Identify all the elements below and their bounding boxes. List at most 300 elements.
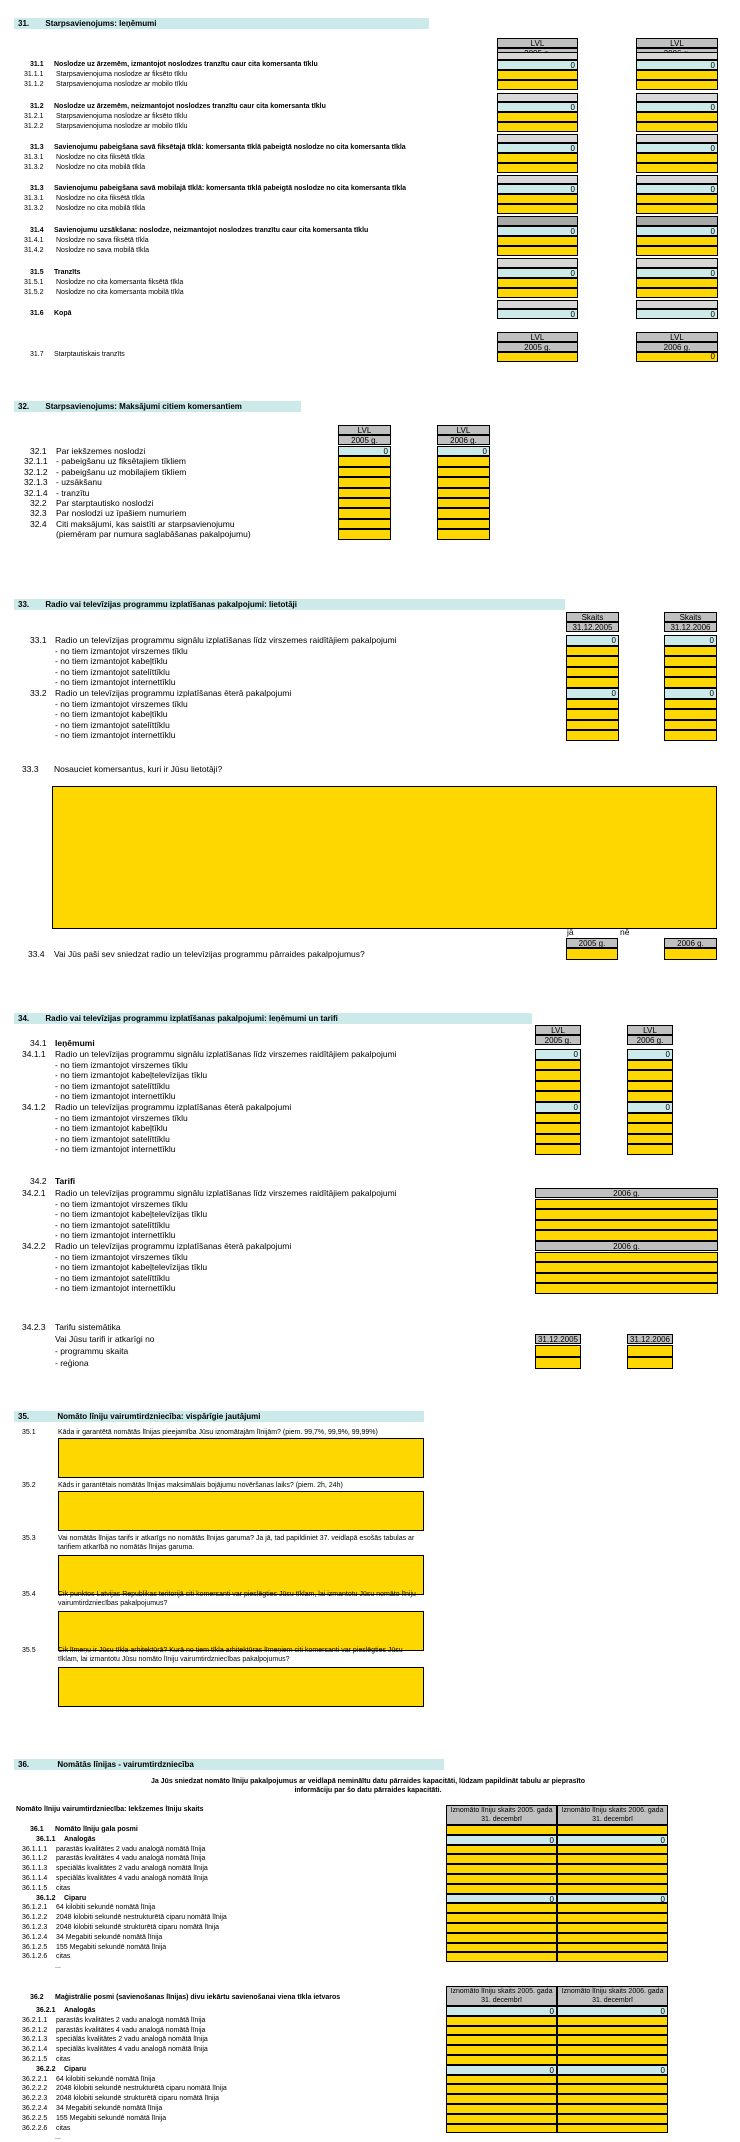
s32-col2-year: 2006 g. (437, 435, 490, 445)
s31-input-cell[interactable] (636, 246, 718, 256)
s35-item-question: Kāds ir garantētais nomātās līnijas maksimālais bojājumu novēršanas laiks? (piem. 2h, 24h) (58, 1482, 343, 1489)
s36-row-label: Ciparu (64, 2065, 87, 2073)
section-title: Starpsavienojums: Ieņēmumi (45, 19, 157, 28)
s36-intro: Ja Jūs sniedzat nomāto līniju pakalpojumus ar veidlapā nemināītu datu pārraides kapacitāti, lūdzam papildināt tabulu ar pieprasīto informāciju par šo datu pārraides kapacitāti. (150, 1778, 586, 1794)
s36-input-cell[interactable] (446, 2055, 557, 2065)
s36-input-cell[interactable] (557, 2035, 668, 2045)
s33-row-label: - no tiem izmantojot satelīttīklu (55, 666, 170, 677)
s31-input-cell[interactable] (497, 153, 578, 163)
r34-2-3-b-2005-field[interactable] (535, 1357, 581, 1369)
s34-tariff-label: - no tiem izmantojot kabeļtelevīzijas tīklu (55, 1209, 208, 1220)
s31-row-number: 31.3 (30, 144, 44, 151)
s36-input-cell[interactable] (557, 2075, 668, 2085)
s32-input-cell[interactable] (437, 498, 490, 508)
s36-input-cell[interactable] (557, 2104, 668, 2114)
s31-row-label: Savienojumu uzsākšana: noslodze, neizmantojot noslodzes tranzītu caur cita komersanta tīklu (54, 227, 369, 234)
s35-item-number: 35.1 (22, 1429, 36, 1436)
s32-row-label: - pabeigšanu uz mobilajiem tīkliem (56, 466, 187, 477)
s31-input-cell[interactable] (497, 70, 578, 80)
s36-row-number: 36.1.2.2 (22, 1914, 48, 1922)
section-title: Radio vai televīzijas programmu izplatīšanas pakalpojumi: Ieņēmumi un tarifi (45, 1014, 338, 1023)
s31-row-number: 31.3.1 (24, 154, 44, 161)
s32-input-cell[interactable] (338, 498, 391, 508)
s34-input-cell[interactable] (627, 1081, 673, 1092)
s33-input-cell[interactable] (566, 730, 619, 741)
section-number: 31. (18, 19, 30, 28)
s36-input-cell[interactable] (557, 1874, 668, 1884)
s36-input-cell[interactable] (557, 2045, 668, 2055)
s31-row-label: Noslodze uz ārzemēm, neizmantojot noslodzes tranzītu caur cita komersanta tīklu (54, 103, 326, 110)
s31-row-number: 31.1.1 (24, 71, 44, 78)
s31-row-number: 31.7 (30, 351, 44, 358)
s34-input-cell[interactable] (535, 1134, 581, 1145)
s31-7-col2-unit: LVL (636, 332, 718, 342)
s31-row-label: Savienojumu pabeigšana savā mobilajā tīklā: komersanta tīklā pabeigtā noslodze no cita komersanta tīkla (54, 185, 407, 192)
s31-row-number: 31.3 (30, 185, 44, 192)
s32-col2-unit: LVL (437, 425, 490, 435)
s33-input-cell[interactable] (566, 699, 619, 710)
r34-2-3-col1-date: 31.12.2005 (535, 1334, 581, 1344)
s31-row-label: Starpsavienojuma noslodze ar fiksēto tīklu (56, 71, 188, 78)
s36-total-cell: 0 (557, 1894, 668, 1904)
s35-answer-field[interactable] (58, 1438, 424, 1478)
s34-input-cell[interactable] (627, 1144, 673, 1155)
s31-7-col1-unit: LVL (497, 332, 578, 342)
s33-input-cell[interactable] (664, 667, 717, 678)
section-35-header (14, 1411, 424, 1422)
s31-input-cell[interactable] (636, 80, 718, 90)
s31-separator (497, 134, 578, 143)
s31-input-cell[interactable] (636, 288, 718, 298)
s36-input-cell[interactable] (446, 1903, 557, 1913)
s31-input-cell[interactable] (497, 163, 578, 173)
s31-separator (636, 258, 718, 268)
s33-row-label: - no tiem izmantojot satelīttīklu (55, 719, 170, 730)
s36-input-cell[interactable] (446, 1825, 557, 1835)
s36-input-cell[interactable] (446, 1952, 557, 1962)
s34-row-label: - no tiem izmantojot kabeļtelevīzijas tīklu (55, 1070, 208, 1081)
s36-input-cell[interactable] (557, 1884, 668, 1894)
s36-2-title: Maģistrālie posmi (savienošanas līnijas) divu iekārtu savienošanai viena tīkla ietvaros (55, 1994, 341, 2001)
s36-row-number: 36.2.1.2 (22, 2026, 48, 2034)
s34-tariff-label: - no tiem izmantojot satelīttīklu (55, 1219, 170, 1230)
s36-input-cell[interactable] (446, 1884, 557, 1894)
s36-input-cell[interactable] (557, 2055, 668, 2065)
s32-input-cell[interactable] (338, 508, 391, 518)
s32-input-cell[interactable] (437, 477, 490, 487)
q33-3-text: Nosauciet komersantus, kuri ir Jūsu lietotāji? (54, 764, 223, 774)
s31-row-number: 31.2 (30, 103, 44, 110)
s36-input-cell[interactable] (446, 1874, 557, 1884)
s31-total-cell: 0 (497, 60, 578, 70)
s34-input-cell[interactable] (535, 1060, 581, 1071)
s36-input-cell[interactable] (557, 2124, 668, 2134)
s31-total-cell: 0 (636, 60, 718, 70)
s34-input-cell[interactable] (627, 1123, 673, 1134)
s36-row-number: 36.1.1.5 (22, 1884, 48, 1892)
s31-input-cell[interactable] (636, 278, 718, 288)
s31-row-number: 31.3.2 (24, 205, 44, 212)
r34-2-3-a-2006-field[interactable] (627, 1345, 673, 1357)
s34-tariff-number: 34.2.2 (22, 1241, 46, 1251)
s34-col1-unit: LVL (535, 1025, 581, 1035)
ne-label: nē (620, 927, 630, 937)
s31-input-cell[interactable] (497, 194, 578, 204)
s36-input-cell[interactable] (557, 1913, 668, 1923)
s31-total-cell: 0 (636, 184, 718, 194)
q33-4-text: Vai Jūs paši sev sniedzat radio un televīzijas programmu pārraides pakalpojumus? (54, 949, 365, 959)
s31-7-input-cell[interactable]: 0 (636, 352, 718, 362)
s31-row-label: Noslodze no sava mobilā tīkla (56, 247, 149, 254)
s36-row-number: 36.1.1.3 (22, 1865, 48, 1873)
s31-total-cell: 0 (497, 309, 578, 319)
s31-row-label: Starpsavienojuma noslodze ar mobilo tīklu (56, 123, 188, 130)
q33-4-number: 33.4 (28, 949, 45, 959)
s34-input-cell[interactable] (535, 1081, 581, 1092)
s36-row-number: 36.2.1.4 (22, 2046, 48, 2054)
s34-input-cell[interactable] (627, 1091, 673, 1102)
s36-input-cell[interactable] (446, 2035, 557, 2045)
s34-input-cell[interactable] (535, 1123, 581, 1134)
s36-total-cell: 0 (446, 1894, 557, 1904)
s34-row-label: - no tiem izmantojot internettīklu (55, 1144, 176, 1155)
s33-input-cell[interactable] (664, 677, 717, 688)
s34-input-cell[interactable] (627, 1070, 673, 1081)
s31-separator (636, 93, 718, 102)
r34-2-number: 34.2 (30, 1176, 47, 1186)
s35-item-question: Cik punktos Latvijas Republikas teritorijā citi komersanti var pieslēgties Jūsu tīklam, lai izmantotu Jūsu nomāto līniju vairumtirdzniecības pakalpojumus? (58, 1591, 416, 1607)
s34-tariff-input[interactable] (535, 1252, 718, 1263)
s34-tariff-input[interactable] (535, 1199, 718, 1210)
s36-row-label: parastās kvalitātes 4 vadu analogā nomātā līnija (56, 2026, 206, 2034)
s34-tariff-input[interactable] (535, 1230, 718, 1241)
s31-7-col2-year: 2006 g. (636, 342, 718, 352)
r34-2-3-a: - programmu skaita (55, 1346, 129, 1356)
s34-total-cell: 0 (627, 1102, 673, 1113)
s35-item-question: Kāda ir garantētā nomātās līnijas pieejamība Jūsu iznomātajām līnijām? (piem. 99,7%, 99,9%, 99,99%) (58, 1429, 378, 1436)
s36-input-cell[interactable] (557, 1854, 668, 1864)
s36-row-label: Analogās (64, 1835, 96, 1843)
s36-input-cell[interactable] (446, 2075, 557, 2085)
s36-row-number: 36.1.2.4 (22, 1933, 48, 1941)
s36-input-cell[interactable] (446, 1943, 557, 1953)
section-number: 33. (18, 600, 30, 609)
s31-separator (497, 175, 578, 184)
s33-input-cell[interactable] (664, 730, 717, 741)
s36-input-cell[interactable] (557, 1923, 668, 1933)
s34-input-cell[interactable] (535, 1070, 581, 1081)
s34-row-label: - no tiem izmantojot virszemes tīklu (55, 1059, 188, 1070)
s34-input-cell[interactable] (535, 1144, 581, 1155)
s32-input-cell[interactable] (338, 529, 391, 539)
s34-input-cell[interactable] (627, 1060, 673, 1071)
s34-tariff-year: 2006 g. (535, 1241, 718, 1251)
s31-input-cell[interactable] (497, 80, 578, 90)
s32-row-label: - uzsākšanu (56, 477, 102, 488)
q33-4-col1-year: 2005 g. (566, 938, 618, 948)
s32-row-label: - pabeigšanu uz fiksētajiem tīkliem (56, 456, 186, 467)
s34-input-cell[interactable] (627, 1134, 673, 1145)
s33-total-cell: 0 (566, 688, 619, 699)
s36-input-cell[interactable] (557, 1845, 668, 1855)
s31-input-cell[interactable] (497, 288, 578, 298)
s36-input-cell[interactable] (446, 2114, 557, 2124)
r34-2-3-b: - reģiona (55, 1358, 89, 1368)
section-number: 32. (18, 402, 30, 411)
s31-7-col1-year: 2005 g. (497, 342, 578, 352)
s36-input-cell[interactable] (557, 1903, 668, 1913)
section-36-header (14, 1759, 444, 1770)
s36-row-label: 34 Megabiti sekundē nomātā līnija (56, 1933, 163, 1941)
s32-row-number: 32.1.3 (24, 477, 48, 488)
s32-input-cell[interactable] (437, 456, 490, 466)
r34-2-3-b-2006-field[interactable] (627, 1357, 673, 1369)
s34-tariff-input[interactable] (535, 1220, 718, 1231)
s31-input-cell[interactable] (636, 70, 718, 80)
s32-row-number: 32.1.1 (24, 456, 48, 467)
s32-input-cell[interactable] (338, 456, 391, 466)
section-title: Nomāto līniju vairumtirdzniecība: vispārīgie jautājumi (57, 1412, 261, 1421)
s32-input-cell[interactable] (338, 467, 391, 477)
s36-input-cell[interactable] (446, 1864, 557, 1874)
s31-total-cell: 0 (636, 309, 718, 319)
s32-total-cell: 0 (437, 446, 490, 456)
s36-col2-header: Iznomāto līniju skaits 2006. gada 31. decembrī (557, 1805, 668, 1825)
s35-item-question: Cik līmeņu ir Jūsu tīkla arhitektūrā? Kurā no tiem tīkla arhitektūras līmeņiem citi komersanti var pieslēgties Jūsu tīklam, lai izmantotu Jūsu nomāto līniju vairumtirdzniecības pakalpojumus? (58, 1647, 403, 1663)
s31-separator (636, 52, 718, 60)
s32-input-cell[interactable] (338, 477, 391, 487)
s33-input-cell[interactable] (566, 709, 619, 720)
s36-input-cell[interactable] (446, 2045, 557, 2055)
r34-2-3-a-2005-field[interactable] (535, 1345, 581, 1357)
s33-row-label: - no tiem izmantojot virszemes tīklu (55, 645, 188, 656)
s36-row-number: 36.2.1.5 (22, 2056, 48, 2063)
s36-input-cell[interactable] (446, 2094, 557, 2104)
s36-input-cell[interactable] (446, 2084, 557, 2094)
s35-item-question: Vai nomātās līnijas tarifs ir atkarīgs no nomātās līnijas garuma? Ja jā, tad papildiniet 37. veidlapā esošās tabulas ar tarifiem atkarībā no nomātās līnijas garuma. (58, 1535, 415, 1551)
s36-row-label: parastās kvalitātes 2 vadu analogā nomātā līnija (56, 1845, 206, 1853)
q33-4-col2-year: 2006 g. (664, 938, 717, 948)
s36-input-cell[interactable] (557, 2026, 668, 2036)
s36-input-cell[interactable] (446, 2026, 557, 2036)
s31-row-number: 31.3.1 (24, 195, 44, 202)
s35-answer-field[interactable] (58, 1491, 424, 1531)
s36-input-cell[interactable] (557, 2114, 668, 2124)
s36-input-cell[interactable] (557, 2084, 668, 2094)
s36-row-label: citas (56, 1953, 71, 1961)
s33-input-cell[interactable] (664, 699, 717, 710)
s36-row-number: 36.2.2.4 (22, 2105, 48, 2112)
r34-2-3-col2-date: 31.12.2006 (627, 1334, 673, 1344)
s36-input-cell[interactable] (446, 2104, 557, 2114)
s31-input-cell[interactable] (636, 112, 718, 122)
s36-row-label: 64 kilobiti sekundē nomātā līnija (56, 1904, 156, 1912)
s31-input-cell[interactable] (497, 278, 578, 288)
s36-col1-header: Iznomāto līniju skaits 2005. gada 31. decembrī (446, 1805, 557, 1825)
s34-tariff-input[interactable] (535, 1209, 718, 1220)
s36-input-cell[interactable] (446, 1923, 557, 1933)
s31-input-cell[interactable] (636, 163, 718, 173)
s31-input-cell[interactable] (497, 204, 578, 214)
s34-tariff-label: - no tiem izmantojot internettīklu (55, 1283, 176, 1294)
s36-row-label: citas (56, 2124, 71, 2132)
s36-row-label: 2048 kilobiti sekundē strukturētā ciparu nomātā līnija (56, 1924, 220, 1931)
s31-row-number: 31.4.2 (24, 247, 44, 254)
s34-input-cell[interactable] (627, 1113, 673, 1124)
s31-separator (636, 300, 718, 309)
s31-row-label: Noslodze no cita mobilā tīkla (56, 164, 146, 171)
s31-separator (497, 300, 578, 309)
s34-col1-year: 2005 g. (535, 1035, 581, 1045)
s33-input-cell[interactable] (664, 709, 717, 720)
s31-total-cell: 0 (497, 184, 578, 194)
s31-input-cell[interactable] (497, 112, 578, 122)
s31-row-label: Savienojumu pabeigšana savā fiksētajā tīklā: komersanta tīklā pabeigtā noslodze no cita komersanta tīkla (54, 144, 406, 151)
s31-col2-unit: LVL (636, 38, 718, 48)
s36-input-cell[interactable] (557, 1864, 668, 1874)
s32-row-number: 32.4 (30, 518, 47, 529)
s31-row-label: Noslodze uz ārzemēm, izmantojot noslodzes tranzītu caur cita komersanta tīklu (54, 61, 318, 68)
s36-block2-col1-header: Iznomāto līniju skaits 2005. gada 31. decembrī (446, 1986, 557, 2006)
s34-tariff-input[interactable] (535, 1283, 718, 1294)
s31-col1-unit: LVL (497, 38, 578, 48)
s32-input-cell[interactable] (437, 519, 490, 529)
s34-tariff-input[interactable] (535, 1273, 718, 1284)
s36-subtitle: Nomāto līniju vairumtirdzniecība: Iekšzemes līniju skaits (16, 1806, 204, 1813)
s33-row-number: 33.2 (30, 688, 47, 698)
s31-input-cell[interactable] (497, 236, 578, 246)
s32-col1-year: 2005 g. (338, 435, 391, 445)
s34-total-cell: 0 (627, 1049, 673, 1060)
s31-row-number: 31.4 (30, 227, 44, 234)
s34-row-label: - no tiem izmantojot virszemes tīklu (55, 1112, 188, 1123)
q33-4-2006-field[interactable] (664, 948, 717, 960)
s31-row-number: 31.4.1 (24, 237, 44, 244)
s31-row-label: Noslodze no cita fiksētā tīkla (56, 195, 145, 202)
s36-row-label: 2048 kilobiti sekundē nestrukturētā ciparu nomātā līnija (56, 2085, 227, 2093)
s36-input-cell[interactable] (446, 2124, 557, 2134)
s32-row-number: 32.2 (30, 498, 47, 508)
s33-input-cell[interactable] (566, 667, 619, 678)
s31-separator (497, 93, 578, 102)
s36-input-cell[interactable] (446, 1854, 557, 1864)
s33-input-cell[interactable] (664, 656, 717, 667)
s36-total-cell: 0 (557, 2065, 668, 2075)
s31-input-cell[interactable] (636, 194, 718, 204)
s31-input-cell[interactable] (497, 122, 578, 132)
s36-input-cell[interactable] (446, 1845, 557, 1855)
s36-input-cell[interactable] (446, 1933, 557, 1943)
s34-input-cell[interactable] (535, 1091, 581, 1102)
s32-input-cell[interactable] (338, 488, 391, 498)
s34-row-label: Radio un televīzijas programmu izplatīšanas ēterā pakalpojumi (55, 1102, 292, 1112)
s36-input-cell[interactable] (557, 1943, 668, 1953)
s31-total-cell: 0 (497, 143, 578, 153)
s36-row-label: 64 kilobiti sekundē nomātā līnija (56, 2075, 156, 2083)
s31-separator (497, 52, 578, 60)
s31-input-cell[interactable] (636, 153, 718, 163)
s33-input-cell[interactable] (566, 677, 619, 688)
s36-total-cell: 0 (446, 1835, 557, 1845)
s33-row-number: 33.1 (30, 635, 47, 645)
s36-row-label: speciālās kvalitātes 2 vadu analogā nomātā līnija (56, 2036, 208, 2044)
s36-input-cell[interactable] (557, 1952, 668, 1962)
s35-item-number: 35.3 (22, 1535, 36, 1542)
s34-row-label: - no tiem izmantojot satelīttīklu (55, 1133, 170, 1144)
s33-total-cell: 0 (566, 635, 619, 646)
s33-col1-date: 31.12.2005 (566, 622, 619, 632)
s36-input-cell[interactable] (446, 1913, 557, 1923)
r34-2-3-title: Tarifu sistemātika (55, 1322, 121, 1332)
s31-total-cell: 0 (636, 102, 718, 112)
s36-row-number: 36.2.1.3 (22, 2036, 48, 2044)
s31-row-number: 31.6 (30, 310, 44, 317)
r34-1-title: Ieņēmumi (55, 1038, 95, 1048)
s34-total-cell: 0 (535, 1049, 581, 1060)
s34-tariff-label: - no tiem izmantojot virszemes tīklu (55, 1198, 188, 1209)
s32-input-cell[interactable] (437, 467, 490, 477)
s31-separator (636, 134, 718, 143)
s31-row-label: Kopā (54, 310, 72, 317)
s34-row-label: - no tiem izmantojot kabeļtīklu (55, 1123, 168, 1134)
s32-input-cell[interactable] (338, 519, 391, 529)
s32-input-cell[interactable] (437, 529, 490, 539)
s33-input-cell[interactable] (566, 656, 619, 667)
s32-input-cell[interactable] (437, 488, 490, 498)
s33-total-cell: 0 (664, 688, 717, 699)
s36-input-cell[interactable] (557, 1825, 668, 1835)
q33-4-2005-field[interactable] (566, 948, 618, 960)
r34-2-title: Tarifi (55, 1176, 76, 1186)
s34-input-cell[interactable] (535, 1113, 581, 1124)
s36-row-number: 36.1.2.1 (22, 1904, 48, 1912)
s32-input-cell[interactable] (437, 508, 490, 518)
s35-answer-field[interactable] (58, 1555, 424, 1595)
s36-row-label: 2048 kilobiti sekundē strukturētā ciparu nomātā līnija (56, 2095, 220, 2103)
s34-tariff-input[interactable] (535, 1262, 718, 1273)
s36-total-cell: 0 (557, 1835, 668, 1845)
s36-row-label: speciālās kvalitātes 4 vadu analogā nomātā līnija (56, 2046, 208, 2054)
s36-row-number: 36.1.2 (36, 1894, 56, 1902)
s33-input-cell[interactable] (566, 720, 619, 731)
s31-input-cell[interactable] (497, 246, 578, 256)
s36-total-cell: 0 (446, 2006, 557, 2016)
s31-input-cell[interactable] (636, 204, 718, 214)
s31-input-cell[interactable] (636, 122, 718, 132)
s36-row-number: 36.2.2.2 (22, 2085, 48, 2093)
s34-row-label: - no tiem izmantojot internettīklu (55, 1091, 176, 1102)
s31-7-input-cell[interactable] (497, 352, 578, 362)
s34-tariff-label: - no tiem izmantojot virszemes tīklu (55, 1251, 188, 1262)
s31-row-number: 31.2.2 (24, 123, 44, 130)
s35-answer-field[interactable] (58, 1611, 424, 1651)
s33-input-cell[interactable] (664, 720, 717, 731)
s36-input-cell[interactable] (557, 2016, 668, 2026)
s33-input-cell[interactable] (664, 646, 717, 657)
q33-3-answer-field[interactable] (52, 786, 717, 929)
s36-row-label: Analogās (64, 2007, 96, 2014)
s31-input-cell[interactable] (636, 236, 718, 246)
s36-row-label: parastās kvalitātes 2 vadu analogā nomātā līnija (56, 2016, 206, 2024)
s36-input-cell[interactable] (557, 2094, 668, 2104)
s36-input-cell[interactable] (557, 1933, 668, 1943)
s33-input-cell[interactable] (566, 646, 619, 657)
s35-answer-field[interactable] (58, 1667, 424, 1707)
s31-row-label: Starpsavienojuma noslodze ar fiksēto tīklu (56, 113, 188, 120)
s36-input-cell[interactable] (446, 2016, 557, 2026)
s33-row-label: - no tiem izmantojot kabeļtīklu (55, 709, 168, 720)
section-32-header (14, 401, 301, 412)
